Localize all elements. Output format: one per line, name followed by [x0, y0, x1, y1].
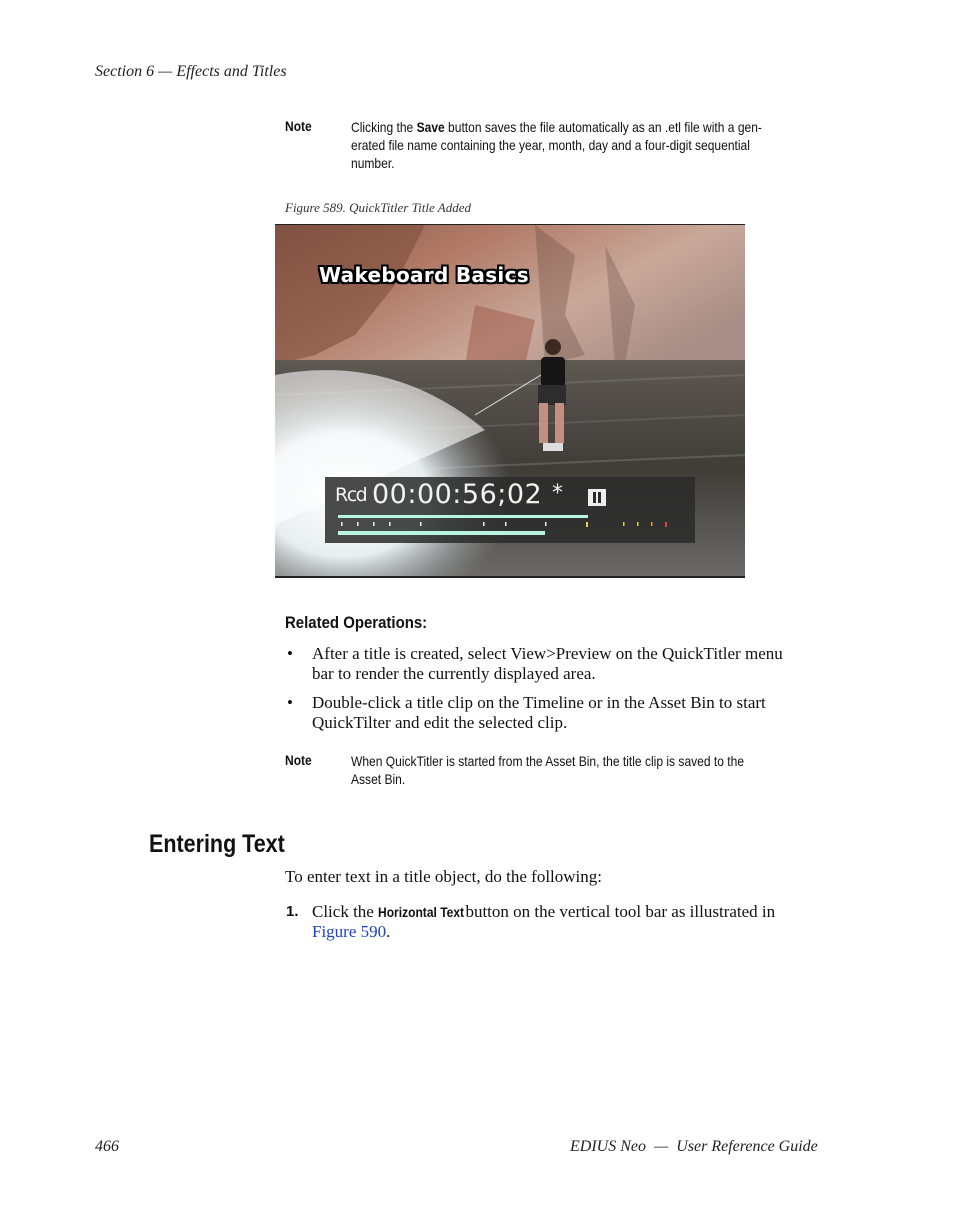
note-text-line1: When QuickTitler is started from the Asset Bin, the title clip is saved to the: [351, 753, 745, 769]
footer-title: EDIUS Neo — User Reference Guide: [570, 1138, 818, 1155]
note-label: Note: [285, 752, 312, 768]
step-number: 1.: [286, 903, 299, 920]
related-operations-heading: Related Operations:: [285, 613, 428, 632]
save-term: Save: [416, 119, 445, 135]
figure-caption: Figure 589. QuickTitler Title Added: [285, 200, 471, 215]
bullet-marker: •: [287, 693, 293, 712]
bullet-line: After a title is created, select View>Preview on the QuickTitler menu: [312, 644, 783, 663]
pause-icon: [588, 489, 606, 506]
title-overlay: Wakeboard Basics: [319, 263, 529, 287]
figure-590-link[interactable]: Figure 590: [312, 922, 387, 941]
note-text-line2: Asset Bin.: [351, 771, 406, 787]
bullet-item: [312, 693, 832, 733]
intro-text: To enter text in a title object, do the following:: [285, 867, 603, 886]
note-text-pre: Clicking the: [351, 119, 417, 135]
step-text: [312, 902, 832, 942]
bullet-marker: •: [287, 644, 293, 663]
bullet-line: bar to render the currently displayed area.: [312, 664, 596, 683]
bullet-line: QuickTilter and edit the selected clip.: [312, 713, 568, 732]
figure-image: [275, 224, 745, 578]
timecode-display: 00:00:56;02: [372, 479, 543, 510]
bullet-line: Double-click a title clip on the Timeline or in the Asset Bin to start: [312, 693, 766, 712]
step-text-end: .: [386, 922, 391, 941]
rec-label: Rcd: [335, 484, 367, 506]
section-heading: Entering Text: [149, 830, 285, 858]
timecode-flag: *: [552, 481, 563, 506]
bullet-item: [312, 644, 832, 684]
note-label: Note: [285, 118, 312, 134]
step-text-pre: Click the: [312, 902, 379, 921]
step-text-post: button on the vertical tool bar as illustrated in: [461, 902, 776, 921]
page-number: 466: [95, 1138, 119, 1155]
horizontal-text-term: Horizontal Text: [378, 904, 465, 920]
note-text: [351, 118, 815, 172]
note-text: [351, 752, 815, 788]
note-text-line3: number.: [351, 155, 395, 171]
note-text-line2: erated file name containing the year, month, day and a four-digit sequential: [351, 137, 750, 153]
note-text-post: button saves the file automatically as an .etl file with a gen-: [444, 119, 762, 135]
running-header: Section 6 — Effects and Titles: [95, 63, 287, 80]
